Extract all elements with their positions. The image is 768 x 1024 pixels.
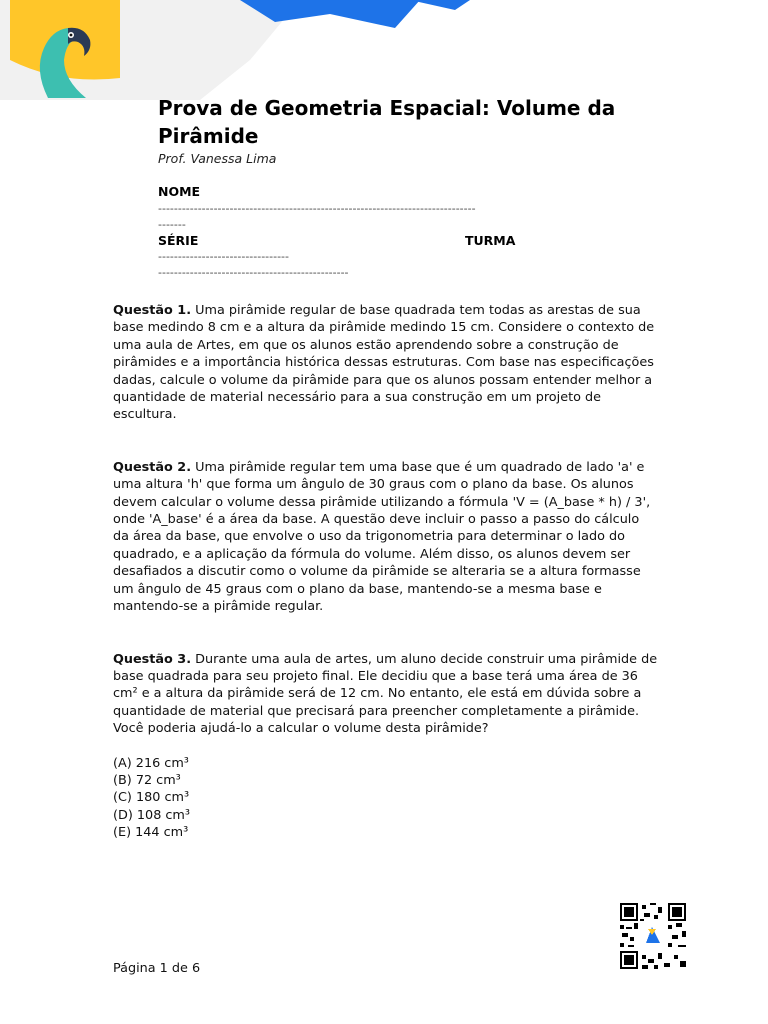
name-label: NOME	[158, 184, 201, 199]
option-b[interactable]: (B) 72 cm³	[113, 772, 181, 788]
option-d[interactable]: (D) 108 cm³	[113, 807, 191, 823]
header-decoration	[0, 0, 768, 100]
qr-code-icon	[620, 903, 686, 969]
name-field[interactable]	[158, 184, 658, 233]
question-1	[113, 302, 658, 424]
grade-line: ---------------------------------	[158, 250, 289, 263]
class-field[interactable]	[465, 233, 515, 248]
name-line: --------------------------------------------------------------------------------	[158, 202, 476, 215]
grade-label: SÉRIE	[158, 233, 199, 248]
question-2-label: Questão 2.	[113, 459, 192, 475]
question-3-options	[113, 755, 658, 842]
option-a[interactable]: (A) 216 cm³	[113, 755, 189, 771]
question-3	[113, 651, 658, 738]
class-line: ------------------------------------------------	[158, 266, 349, 279]
page-title: Prova de Geometria Espacial: Volume da Pirâmide	[158, 96, 616, 148]
page-number: Página 1 de 6	[113, 961, 201, 976]
option-e[interactable]: (E) 144 cm³	[113, 825, 189, 841]
question-2	[113, 459, 658, 616]
question-2-text: Uma pirâmide regular tem uma base que é um quadrado de lado 'a' e uma altura 'h' que forma um ângulo de 30 graus com o plano da base. Os alunos devem calcular o volume dessa pirâmide utilizando a fórmula 'V = (A_base * h) / 3', onde 'A_base' é a área da base. A questão deve incluir o passo a passo do cálculo da área da base, que envolve o uso da trigonometria para determinar o lado do quadrado, e a aplicação da fórmula do volume. Além disso, os alunos devem ser desafiados a discutir como o volume da pirâmide se alteraria se a altura formasse um ângulo de 45 graus com o plano da base, mantendo-se a mesma base e mantendo-se a pirâmide regular.	[113, 459, 651, 615]
teacher-name: Prof. Vanessa Lima	[158, 151, 277, 166]
question-1-label: Questão 1.	[113, 303, 192, 318]
parrot-logo-icon	[28, 20, 94, 98]
name-line-wrap: -------	[158, 218, 186, 231]
grade-field[interactable]	[158, 233, 349, 281]
class-label: TURMA	[465, 233, 516, 248]
questions-section	[113, 302, 658, 842]
option-c[interactable]: (C) 180 cm³	[113, 790, 190, 806]
question-3-label: Questão 3.	[113, 651, 192, 667]
question-1-text: Uma pirâmide regular de base quadrada tem todas as arestas de sua base medindo 8 cm e a altura da pirâmide medindo 15 cm. Considere o contexto de uma aula de Artes, em que os alunos estão aprendendo sobre a construção de pirâmides e a importância histórica dessas estruturas. Com base nas especificações dadas, calcule o volume da pirâmide para que os alunos possam entender melhor a quantidade de material necessário para a sua construção em um projeto de escultura.	[113, 303, 655, 423]
exam-header	[158, 94, 658, 283]
question-3-text: Durante uma aula de artes, um aluno decide construir uma pirâmide de base quadrada para seu projeto final. Ele decidiu que a base terá uma área de 36 cm² e a altura da pirâmide será de 12 cm. No entanto, ele está em dúvida sobre a quantidade de material que precisará para preencher completamente a pirâmide. Você poderia ajudá-lo a calcular o volume desta pirâmide?	[113, 651, 658, 737]
